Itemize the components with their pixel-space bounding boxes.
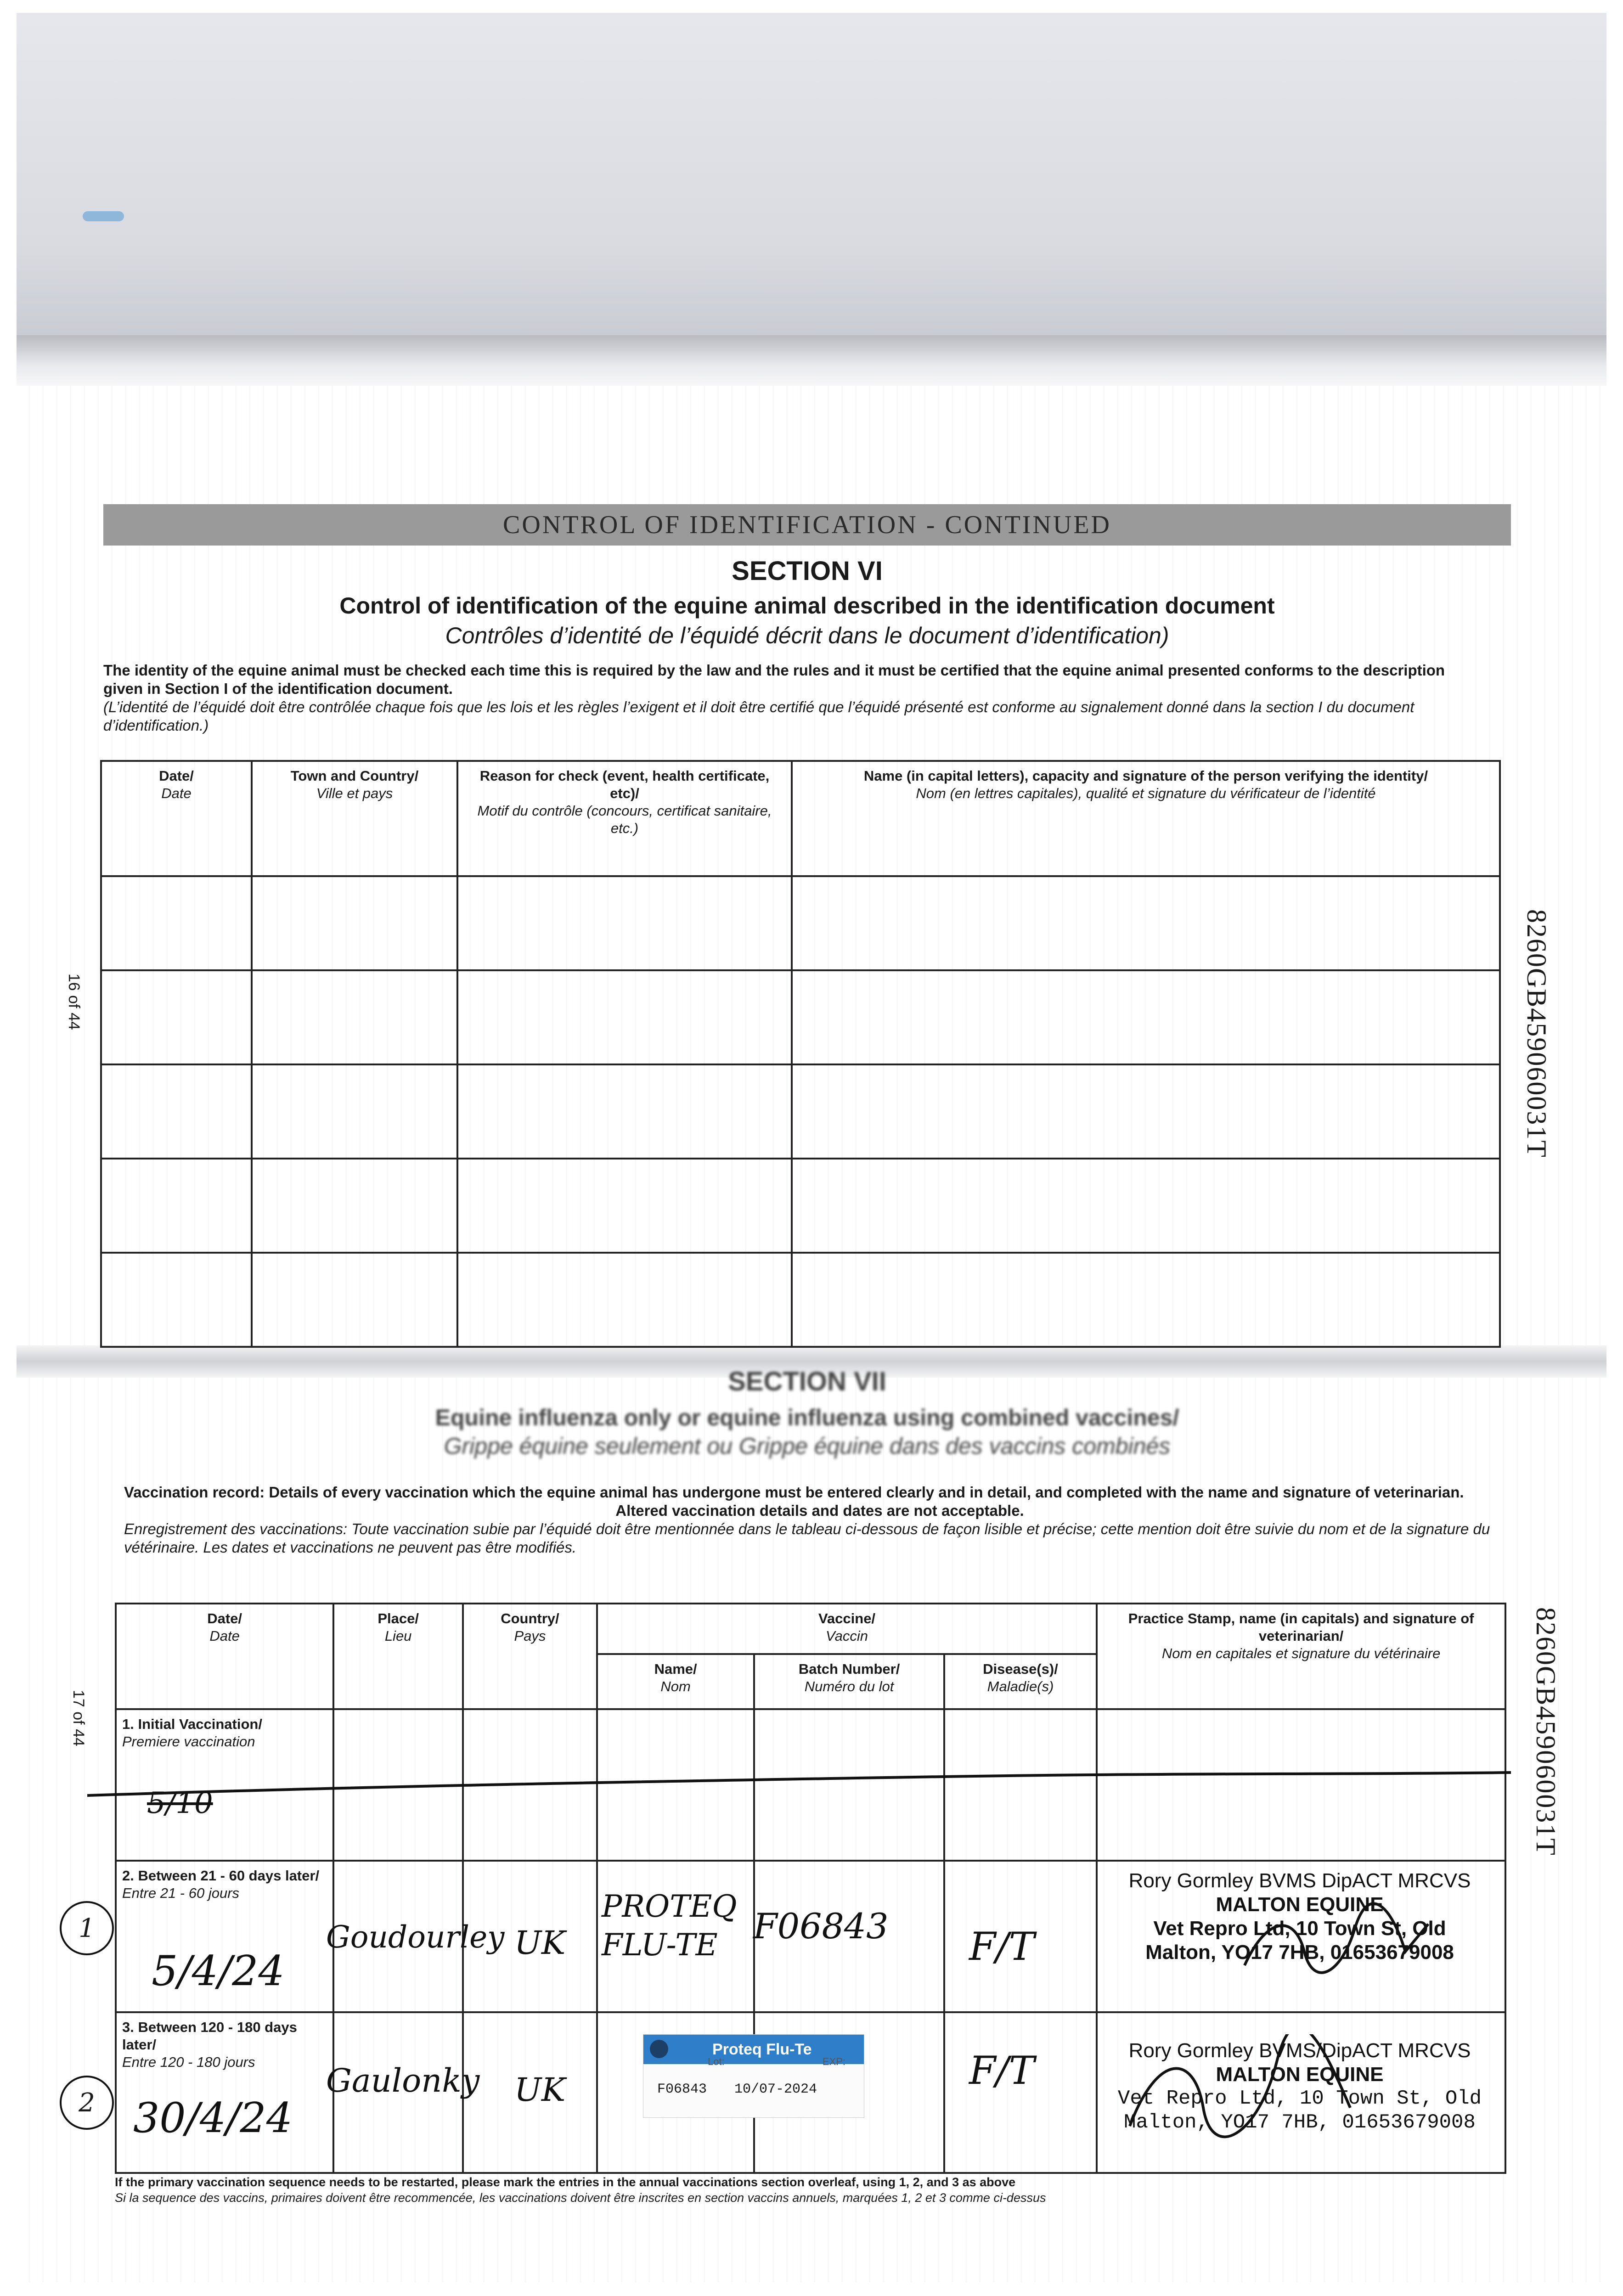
stamp-line: Rory Gormley BVMS DipACT MRCVS: [1128, 1869, 1471, 1892]
cell[interactable]: [457, 876, 792, 970]
country-3: UK: [514, 2071, 566, 2109]
cell[interactable]: [457, 1253, 792, 1347]
scan-background-top: [17, 13, 1606, 343]
record-fr: Enregistrement des vaccinations: Toute vaccination subie par l’équidé doit être mentionnée dans le tableau ci-dessous de façon lisible et précise; cette mention doit être suivie du nom et de la signature du vétérinaire. Les dates et vaccinations ne peuvent pas être modifiés.: [124, 1520, 1490, 1556]
col-vaccine: Vaccine/ Vaccin: [597, 1604, 1097, 1654]
batch-number-2: F06843: [753, 1906, 889, 1947]
col-disease: Disease(s)/ Maladie(s): [944, 1654, 1097, 1709]
footnote-fr: Si la sequence des vaccins, primaires doivent être recommencée, les vaccinations doivent être inscrites en section vaccins annuels, marquées 1, 2 et 3 comme ci-dessus: [115, 2191, 1046, 2205]
cell[interactable]: [792, 1064, 1500, 1159]
cell[interactable]: [252, 876, 457, 970]
vaccine-name-2: [602, 1887, 737, 1964]
record-en: Vaccination record: Details of every vaccination which the equine animal has undergone must be entered clearly and in detail, and completed with the name and signature of veterinarian.: [124, 1484, 1464, 1501]
table-row: [101, 970, 1500, 1064]
strike-through-line: [87, 1754, 1511, 1809]
row-label: 2. Between 21 - 60 days later/ Entre 21 - 60 jours: [116, 1861, 333, 2012]
cell[interactable]: [101, 876, 252, 970]
vet-signature-3: [1121, 2034, 1359, 2149]
cell[interactable]: [792, 876, 1500, 970]
sticker-lot-label: Lot:: [708, 2056, 725, 2067]
page-edge-shadow: [17, 335, 1606, 386]
cell[interactable]: [457, 970, 792, 1064]
cell[interactable]: [252, 1159, 457, 1253]
section7-heading-fr: Grippe équine seulement ou Grippe équine dans des vaccins combinés: [444, 1433, 1171, 1459]
identity-check-table: [100, 760, 1501, 1348]
col-verifier: Name (in capital letters), capacity and signature of the person verifying the identity/ Nom (en lettres capitales), qualité et signature du vérificateur de l’identité: [792, 761, 1500, 876]
col-batch-number: Batch Number/ Numéro du lot: [754, 1654, 944, 1709]
footnote-en: If the primary vaccination sequence needs to be restarted, please mark the entries in the annual vaccinations section overleaf, using 1, 2, and 3 as above: [115, 2175, 1016, 2189]
ink-smudge: [83, 211, 124, 221]
col-reason: Reason for check (event, health certificate, etc)/ Motif du contrôle (concours, certificat sanitaire, etc.): [457, 761, 792, 876]
vaccination-date-2: 5/4/24: [152, 1947, 285, 1995]
struck-date: 5/10: [147, 1786, 213, 1820]
table-row: [101, 876, 1500, 970]
section6-heading-en: Control of identification of the equine animal described in the identification document: [339, 593, 1275, 619]
document-id-lower: 8260GB459060031T: [1531, 1607, 1561, 1856]
place-2: Goudourley: [326, 1919, 505, 1955]
cell[interactable]: [252, 1064, 457, 1159]
sticker-brand: Proteq Flu-Te: [712, 2040, 812, 2058]
stamp-line: Vet Repro Ltd, 10 Town St, Old: [1117, 2087, 1482, 2110]
stamp-line: Malton, YO17 7HB, 01653679008: [1124, 2111, 1476, 2134]
cell[interactable]: [101, 1159, 252, 1253]
footnote: [115, 2174, 1506, 2206]
cell[interactable]: [252, 970, 457, 1064]
document-id-upper: 8260GB459060031T: [1522, 909, 1552, 1158]
col-vaccine-name: Name/ Nom: [597, 1654, 755, 1709]
section6-instructions: [103, 661, 1486, 735]
cell[interactable]: [792, 1253, 1500, 1347]
sequence-mark-1: 1: [60, 1901, 114, 1955]
cell[interactable]: [252, 1253, 457, 1347]
sequence-mark-2: 2: [60, 2076, 114, 2130]
cell[interactable]: [792, 1159, 1500, 1253]
stamp-line: Rory Gormley BVMS/DipACT MRCVS: [1128, 2039, 1471, 2062]
place-3: Gaulonky: [326, 2062, 480, 2099]
vaccine-batch-sticker: [643, 2034, 864, 2118]
instructions-fr: (L’identité de l’équidé doit être contrôlée chaque fois que les lois et les règles l’exigent et il doit être certifié que l’équidé présenté est conforme au signalement donné dans la section I du document d’identification.): [103, 698, 1414, 734]
table-row: [101, 1159, 1500, 1253]
col-date: Date/ Date: [101, 761, 252, 876]
col-town-country: Town and Country/ Ville et pays: [252, 761, 457, 876]
disease-2: F/T: [969, 1924, 1035, 1969]
vaccine-name-line2: FLU-TE: [602, 1927, 718, 1963]
table-header-row: [116, 1604, 1505, 1654]
col-practice-stamp: Practice Stamp, name (in capitals) and signature of veterinarian/ Nom en capitales et signature du vétérinaire: [1097, 1604, 1505, 1709]
cell[interactable]: [101, 1253, 252, 1347]
sticker-exp-label: EXP:: [822, 2056, 845, 2067]
country-2: UK: [514, 1924, 566, 1962]
col-date: Date/ Date: [116, 1604, 333, 1709]
section6-heading-fr: Contrôles d’identité de l’équidé décrit dans le document d’identification): [445, 623, 1169, 648]
section7-heading-en: Equine influenza only or equine influenza using combined vaccines/: [435, 1405, 1179, 1430]
vaccination-date-3: 30/4/24: [133, 2094, 293, 2142]
stamp-line: MALTON EQUINE: [1216, 1893, 1384, 1916]
sticker-body: [643, 2068, 864, 2097]
cell[interactable]: [457, 1159, 792, 1253]
sticker-logo-icon: [650, 2040, 668, 2058]
stamp-line: Vet Repro Ltd, 10 Town St, Old: [1153, 1917, 1446, 1940]
cell[interactable]: [101, 1064, 252, 1159]
col-place: Place/ Lieu: [333, 1604, 463, 1709]
stamp-line: Malton, YO17 7HB, 01653679008: [1145, 1941, 1454, 1964]
vet-signature-2: [1240, 1896, 1433, 1988]
row-label: 1. Initial Vaccination/ Premiere vaccination: [116, 1709, 333, 1861]
cell[interactable]: [101, 970, 252, 1064]
section7-title: SECTION VII: [728, 1367, 886, 1396]
instructions-en: The identity of the equine animal must be checked each time this is required by the law and the rules and it must be certified that the equine animal presented conforms to the description given in Section I of the identification document.: [103, 662, 1445, 697]
sticker-lot: F06843: [657, 2082, 707, 2097]
vaccination-record-instructions: [124, 1483, 1516, 1557]
vaccine-name-line1: PROTEQ: [602, 1889, 737, 1924]
row-label: 3. Between 120 - 180 days later/ Entre 120 - 180 jours: [116, 2012, 333, 2173]
table-row: [101, 1253, 1500, 1347]
section6-title: SECTION VI: [732, 556, 883, 586]
stamp-line: MALTON EQUINE: [1216, 2063, 1384, 2086]
cell[interactable]: [792, 970, 1500, 1064]
table-row: [101, 1064, 1500, 1159]
record-en-2: Altered vaccination details and dates are not acceptable.: [615, 1502, 1024, 1519]
disease-3: F/T: [969, 2048, 1035, 2093]
col-country: Country/ Pays: [463, 1604, 597, 1709]
table-header-row: [101, 761, 1500, 876]
section6-banner: CONTROL OF IDENTIFICATION - CONTINUED: [103, 504, 1511, 546]
sticker-exp: 10/07-2024: [734, 2082, 817, 2097]
page-number-lower: 17 of 44: [70, 1690, 87, 1746]
cell[interactable]: [457, 1064, 792, 1159]
page-number-upper: 16 of 44: [65, 974, 83, 1030]
